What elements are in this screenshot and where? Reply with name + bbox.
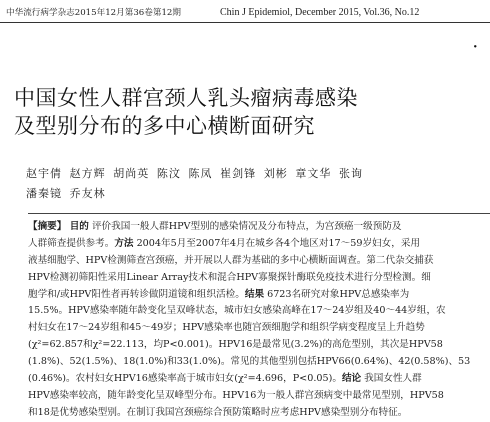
abstract-text: (χ²=62.857和χ²=22.113，均P<0.001)。HPV16是最常见(3.2%)的高危型别，其次是HPV58 (28, 339, 443, 351)
abstract-text: 我国女性人群 (361, 373, 422, 385)
abstract-text: 15.5%。HPV感染率随年龄变化呈双峰状态，城市妇女感染高峰在17～24岁组及40～44岁组，农 (28, 305, 446, 317)
abstract-text: 2004年5月至2007年4月在城乡各4个地区对17～59岁妇女，采用 (133, 237, 421, 249)
abstract-line (28, 371, 490, 388)
abstract (28, 219, 490, 422)
abstract-text: 胞学和/或HPV阳性者再转诊做阴道镜和组织活检。 (28, 288, 245, 300)
abstract-line (28, 337, 490, 354)
abstract-section-label: 结论 (341, 373, 362, 385)
abstract-line (28, 253, 490, 270)
journal-name-chinese: 中华流行病学杂志2015年12月第36卷第12期 (6, 8, 181, 18)
header-rule (0, 22, 490, 23)
abstract-line (28, 270, 490, 287)
abstract-text: 村妇女在17～24岁组和45～49岁；HPV感染率也随宫颈细胞学和组织学病变程度呈上升趋势 (28, 322, 425, 334)
abstract-section-label: 方法 (114, 237, 134, 249)
title-line-2: 及型别分布的多中心横断面研究 (14, 114, 315, 138)
abstract-section-label: 【摘要】 目的 (28, 221, 89, 232)
abstract-text: HPV检测初筛阳性采用Linear Array技术和混合HPV寡聚探针酶联免疫技术进行分型检测。细 (28, 271, 431, 283)
abstract-section-label: 结果 (244, 288, 265, 300)
abstract-text: 人群筛查提供参考。 (28, 237, 115, 249)
authors-line-1: 赵宇倩 赵方辉 胡尚英 陈汶 陈凤 崔剑锋 刘彬 章文华 张询 (26, 167, 363, 180)
abstract-line (28, 219, 490, 236)
abstract-line (28, 320, 490, 337)
abstract-line (28, 405, 490, 422)
abstract-line (28, 388, 490, 405)
abstract-text: 和18是优势感染型别。在制订我国宫颈癌综合预防策略时应考虑HPV感染型别分布特征。 (28, 406, 408, 418)
abstract-text: 液基细胞学、HPV检测筛查宫颈癌，并开展以人群为基础的多中心横断面调查。第二代杂交捕获 (28, 254, 434, 266)
abstract-text: 6723名研究对象HPV总感染率为 (264, 288, 410, 300)
title-line-1: 中国女性人群宫颈人乳头瘤病毒感染 (14, 86, 358, 110)
authors-line-2: 潘秦镜 乔友林 (26, 187, 106, 200)
abstract-line (28, 287, 490, 304)
abstract-line (28, 354, 490, 371)
journal-name-english: Chin J Epidemiol, December 2015, Vol.36, No.12 (220, 7, 420, 18)
abstract-line (28, 303, 490, 320)
author-list (26, 164, 466, 204)
running-header (6, 7, 476, 19)
article-title (14, 84, 484, 140)
abstract-text: 评价我国一般人群HPV型别的感染情况及分布特点，为宫颈癌一级预防及 (88, 221, 402, 232)
abstract-text: (0.46%)。农村妇女HPV16感染率高于城市妇女(χ²=4.696，P<0.05)。 (28, 373, 342, 385)
abstract-line (28, 236, 490, 253)
corner-mark: · (473, 40, 478, 55)
abstract-text: (1.8%)、52(1.5%)、18(1.0%)和33(1.0%)。常见的其他型别包括HPV66(0.64%)、42(0.58%)、53 (28, 356, 471, 368)
abstract-text: HPV感染率较高，随年龄变化呈双峰型分布。HPV16为一般人群宫颈病变中最常见型别，HPV58 (28, 389, 444, 401)
abstract-divider (28, 213, 490, 214)
